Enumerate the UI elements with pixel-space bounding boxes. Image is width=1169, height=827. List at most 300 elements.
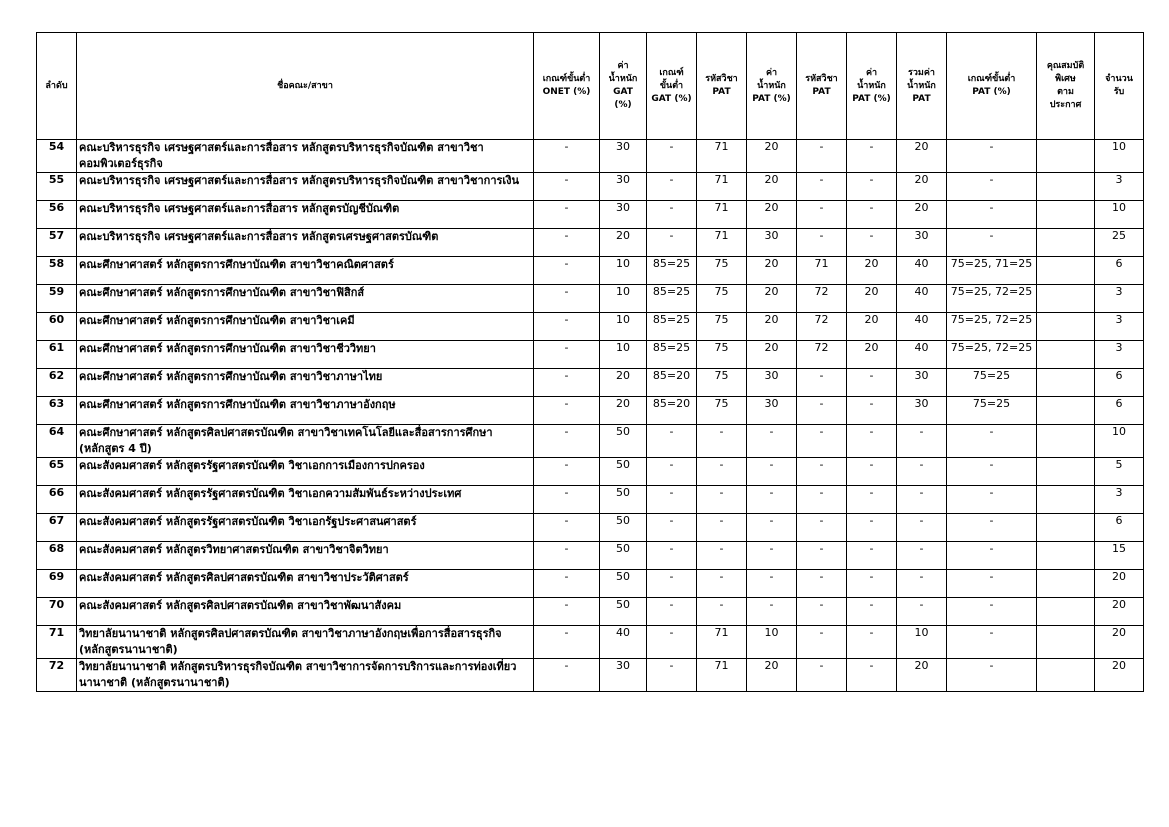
cell-onet-min: - — [534, 570, 600, 598]
cell-program-name: คณะบริหารธุรกิจ เศรษฐศาสตร์และการสื่อสาร หลักสูตรบริหารธุรกิจบัณฑิต สาขาวิชาการเงิน — [77, 173, 534, 201]
cell-pat-code-1: 75 — [697, 397, 747, 425]
cell-special — [1037, 659, 1095, 692]
cell-pat-code-2: - — [797, 486, 847, 514]
cell-program-name: คณะสังคมศาสตร์ หลักสูตรวิทยาศาสตรบัณฑิต สาขาวิชาจิตวิทยา — [77, 542, 534, 570]
cell-order: 71 — [37, 626, 77, 659]
cell-pat-weight-1: 30 — [747, 229, 797, 257]
header-gat-weight — [600, 33, 647, 140]
header-line: รหัสวิชา — [705, 74, 738, 84]
header-line: ค่า — [617, 61, 629, 71]
cell-pat-weight-2: - — [847, 397, 897, 425]
cell-gat-min: - — [647, 514, 697, 542]
table-row — [37, 425, 1144, 458]
cell-pat-total: - — [897, 514, 947, 542]
cell-gat-min: - — [647, 458, 697, 486]
cell-gat-weight: 30 — [600, 201, 647, 229]
cell-gat-min: - — [647, 173, 697, 201]
cell-pat-code-1: 75 — [697, 257, 747, 285]
cell-gat-weight: 50 — [600, 514, 647, 542]
cell-onet-min: - — [534, 458, 600, 486]
header-line: ค่า — [765, 67, 778, 78]
cell-pat-weight-1: 30 — [747, 397, 797, 425]
cell-pat-min: 75=25 — [947, 397, 1037, 425]
cell-pat-code-2: - — [797, 369, 847, 397]
cell-program-name: คณะบริหารธุรกิจ เศรษฐศาสตร์และการสื่อสาร หลักสูตรเศรษฐศาสตรบัณฑิต — [77, 229, 534, 257]
cell-pat-min: 75=25, 72=25 — [947, 341, 1037, 369]
cell-pat-total: 30 — [897, 369, 947, 397]
cell-pat-code-1: 71 — [697, 229, 747, 257]
cell-quota: 25 — [1095, 229, 1144, 257]
table-row — [37, 514, 1144, 542]
cell-pat-weight-1: 20 — [747, 341, 797, 369]
cell-pat-code-2: 72 — [797, 285, 847, 313]
cell-pat-min: 75=25 — [947, 369, 1037, 397]
cell-pat-weight-2: - — [847, 626, 897, 659]
cell-onet-min: - — [534, 626, 600, 659]
cell-pat-weight-1: - — [747, 514, 797, 542]
cell-pat-weight-1: - — [747, 458, 797, 486]
header-line: เกณฑ์ขั้นต่ำ — [967, 74, 1016, 84]
cell-quota: 10 — [1095, 201, 1144, 229]
cell-pat-min: - — [947, 201, 1037, 229]
cell-pat-code-2: - — [797, 425, 847, 458]
table-row — [37, 201, 1144, 229]
cell-pat-min: - — [947, 425, 1037, 458]
cell-gat-min: - — [647, 659, 697, 692]
cell-pat-weight-1: 10 — [747, 626, 797, 659]
cell-pat-weight-2: - — [847, 542, 897, 570]
cell-onet-min: - — [534, 397, 600, 425]
cell-gat-weight: 50 — [600, 425, 647, 458]
cell-order: 65 — [37, 458, 77, 486]
cell-pat-weight-2: - — [847, 570, 897, 598]
cell-pat-total: 40 — [897, 313, 947, 341]
cell-order: 69 — [37, 570, 77, 598]
header-special — [1037, 33, 1095, 140]
cell-pat-total: 20 — [897, 659, 947, 692]
cell-quota: 3 — [1095, 486, 1144, 514]
cell-onet-min: - — [534, 341, 600, 369]
cell-program-name: คณะศึกษาศาสตร์ หลักสูตรการศึกษาบัณฑิต สาขาวิชาเคมี — [77, 313, 534, 341]
header-pat-min — [947, 33, 1037, 140]
cell-pat-weight-1: 30 — [747, 369, 797, 397]
cell-order: 70 — [37, 598, 77, 626]
cell-program-name: คณะสังคมศาสตร์ หลักสูตรรัฐศาสตรบัณฑิต วิชาเอกรัฐประศาสนศาสตร์ — [77, 514, 534, 542]
table-row — [37, 486, 1144, 514]
cell-pat-weight-1: - — [747, 486, 797, 514]
cell-special — [1037, 397, 1095, 425]
cell-pat-code-1: 71 — [697, 201, 747, 229]
cell-special — [1037, 542, 1095, 570]
cell-order: 54 — [37, 140, 77, 173]
cell-quota: 6 — [1095, 257, 1144, 285]
header-line: GAT (%) — [651, 93, 692, 104]
header-line: น้ำหนัก — [757, 80, 786, 91]
cell-special — [1037, 140, 1095, 173]
cell-pat-weight-2: - — [847, 425, 897, 458]
cell-onet-min: - — [534, 598, 600, 626]
cell-pat-min: 75=25, 71=25 — [947, 257, 1037, 285]
cell-pat-weight-1: 20 — [747, 173, 797, 201]
cell-pat-weight-2: - — [847, 369, 897, 397]
cell-order: 63 — [37, 397, 77, 425]
cell-pat-weight-1: 20 — [747, 201, 797, 229]
cell-pat-code-2: - — [797, 140, 847, 173]
cell-gat-min: 85=20 — [647, 369, 697, 397]
cell-onet-min: - — [534, 140, 600, 173]
cell-quota: 20 — [1095, 626, 1144, 659]
cell-gat-weight: 30 — [600, 659, 647, 692]
cell-pat-weight-1: - — [747, 570, 797, 598]
cell-gat-min: - — [647, 140, 697, 173]
cell-order: 72 — [37, 659, 77, 692]
cell-pat-min: - — [947, 598, 1037, 626]
cell-pat-code-1: - — [697, 486, 747, 514]
header-line: PAT (%) — [972, 87, 1011, 97]
header-gat-min — [647, 33, 697, 140]
cell-pat-code-2: - — [797, 626, 847, 659]
header-line: เกณฑ์ — [659, 67, 684, 78]
cell-pat-code-1: 75 — [697, 341, 747, 369]
cell-pat-min: - — [947, 514, 1037, 542]
cell-pat-total: 20 — [897, 173, 947, 201]
header-line: พิเศษ — [1055, 74, 1076, 84]
cell-program-name: วิทยาลัยนานาชาติ หลักสูตรบริหารธุรกิจบัณฑิต สาขาวิชาการจัดการบริการและการท่องเที่ยวนานาชาติ (หลักสูตรนานาชาติ) — [77, 659, 534, 692]
header-line: GAT — [613, 87, 633, 97]
cell-order: 64 — [37, 425, 77, 458]
cell-quota: 10 — [1095, 140, 1144, 173]
cell-special — [1037, 570, 1095, 598]
cell-quota: 3 — [1095, 173, 1144, 201]
cell-pat-min: - — [947, 140, 1037, 173]
cell-gat-weight: 50 — [600, 570, 647, 598]
cell-special — [1037, 369, 1095, 397]
header-pat-code-1 — [697, 33, 747, 140]
cell-pat-weight-2: - — [847, 659, 897, 692]
header-line: PAT (%) — [752, 93, 791, 104]
cell-pat-code-2: - — [797, 514, 847, 542]
header-line: คุณสมบัติ — [1046, 61, 1085, 71]
cell-pat-weight-2: - — [847, 458, 897, 486]
admission-criteria-table — [36, 32, 1144, 692]
table-row — [37, 313, 1144, 341]
cell-order: 66 — [37, 486, 77, 514]
table-row — [37, 285, 1144, 313]
cell-order: 56 — [37, 201, 77, 229]
cell-gat-weight: 40 — [600, 626, 647, 659]
cell-gat-min: - — [647, 201, 697, 229]
cell-quota: 6 — [1095, 397, 1144, 425]
cell-program-name: คณะศึกษาศาสตร์ หลักสูตรการศึกษาบัณฑิต สาขาวิชาชีววิทยา — [77, 341, 534, 369]
cell-pat-code-1: 71 — [697, 626, 747, 659]
cell-order: 62 — [37, 369, 77, 397]
cell-program-name: คณะสังคมศาสตร์ หลักสูตรศิลปศาสตรบัณฑิต สาขาวิชาประวัติศาสตร์ — [77, 570, 534, 598]
cell-gat-min: 85=20 — [647, 397, 697, 425]
cell-program-name: คณะสังคมศาสตร์ หลักสูตรรัฐศาสตรบัณฑิต วิชาเอกความสัมพันธ์ระหว่างประเทศ — [77, 486, 534, 514]
cell-program-name: วิทยาลัยนานาชาติ หลักสูตรศิลปศาสตรบัณฑิต สาขาวิชาภาษาอังกฤษเพื่อการสื่อสารธุรกิจ (หลักสูตรนานาชาติ) — [77, 626, 534, 659]
cell-pat-weight-1: 20 — [747, 257, 797, 285]
cell-pat-min: - — [947, 659, 1037, 692]
cell-gat-weight: 10 — [600, 285, 647, 313]
cell-pat-min: - — [947, 229, 1037, 257]
cell-pat-total: 30 — [897, 229, 947, 257]
cell-order: 67 — [37, 514, 77, 542]
cell-pat-min: - — [947, 458, 1037, 486]
header-line: รับ — [1113, 87, 1125, 97]
cell-pat-code-2: - — [797, 570, 847, 598]
cell-pat-weight-1: - — [747, 542, 797, 570]
cell-gat-min: - — [647, 229, 697, 257]
cell-pat-min: - — [947, 626, 1037, 659]
cell-pat-min: - — [947, 542, 1037, 570]
header-line: ประกาศ — [1049, 100, 1082, 110]
cell-pat-total: - — [897, 486, 947, 514]
cell-pat-code-2: - — [797, 458, 847, 486]
cell-pat-code-1: - — [697, 458, 747, 486]
header-pat-total — [897, 33, 947, 140]
cell-pat-weight-1: - — [747, 598, 797, 626]
cell-special — [1037, 626, 1095, 659]
header-program: ชื่อคณะ/สาขา — [77, 33, 534, 140]
header-line: น้ำหนัก — [608, 74, 638, 84]
cell-pat-weight-2: - — [847, 201, 897, 229]
cell-pat-weight-2: 20 — [847, 341, 897, 369]
cell-gat-weight: 50 — [600, 486, 647, 514]
cell-onet-min: - — [534, 201, 600, 229]
cell-pat-total: 30 — [897, 397, 947, 425]
cell-pat-total: 40 — [897, 257, 947, 285]
table-row — [37, 397, 1144, 425]
header-line: น้ำหนัก — [857, 80, 886, 91]
cell-gat-weight: 10 — [600, 341, 647, 369]
cell-onet-min: - — [534, 425, 600, 458]
cell-pat-weight-2: - — [847, 140, 897, 173]
cell-special — [1037, 425, 1095, 458]
cell-pat-min: - — [947, 173, 1037, 201]
header-line: PAT — [712, 87, 731, 97]
header-line: ตาม — [1057, 87, 1074, 97]
cell-pat-code-2: - — [797, 542, 847, 570]
cell-special — [1037, 285, 1095, 313]
header-line: PAT — [912, 93, 931, 104]
table-row — [37, 659, 1144, 692]
cell-order: 68 — [37, 542, 77, 570]
cell-special — [1037, 341, 1095, 369]
cell-quota: 10 — [1095, 425, 1144, 458]
cell-pat-total: - — [897, 425, 947, 458]
cell-pat-code-1: - — [697, 514, 747, 542]
table-row — [37, 229, 1144, 257]
cell-pat-weight-1: 20 — [747, 140, 797, 173]
cell-program-name: คณะศึกษาศาสตร์ หลักสูตรการศึกษาบัณฑิต สาขาวิชาฟิสิกส์ — [77, 285, 534, 313]
cell-gat-min: 85=25 — [647, 285, 697, 313]
cell-pat-total: - — [897, 542, 947, 570]
cell-gat-min: - — [647, 570, 697, 598]
cell-pat-code-2: - — [797, 173, 847, 201]
cell-onet-min: - — [534, 229, 600, 257]
cell-pat-code-1: 75 — [697, 313, 747, 341]
cell-pat-code-2: 72 — [797, 313, 847, 341]
cell-gat-min: - — [647, 542, 697, 570]
header-pat-weight-2 — [847, 33, 897, 140]
cell-pat-total: 40 — [897, 285, 947, 313]
cell-gat-weight: 20 — [600, 369, 647, 397]
header-pat-code-2 — [797, 33, 847, 140]
cell-pat-code-1: - — [697, 542, 747, 570]
header-onet-min — [534, 33, 600, 140]
cell-pat-min: 75=25, 72=25 — [947, 285, 1037, 313]
cell-gat-min: 85=25 — [647, 313, 697, 341]
header-line: เกณฑ์ขั้นต่ำ — [542, 74, 591, 84]
cell-special — [1037, 514, 1095, 542]
cell-pat-total: - — [897, 458, 947, 486]
cell-onet-min: - — [534, 659, 600, 692]
cell-quota: 20 — [1095, 570, 1144, 598]
cell-special — [1037, 486, 1095, 514]
cell-pat-weight-2: 20 — [847, 257, 897, 285]
cell-program-name: คณะสังคมศาสตร์ หลักสูตรรัฐศาสตรบัณฑิต วิชาเอกการเมืองการปกครอง — [77, 458, 534, 486]
cell-quota: 20 — [1095, 598, 1144, 626]
table-row — [37, 598, 1144, 626]
cell-onet-min: - — [534, 369, 600, 397]
header-line: ขั้นต่ำ — [659, 80, 684, 91]
cell-gat-min: 85=25 — [647, 257, 697, 285]
cell-pat-code-2: - — [797, 659, 847, 692]
cell-quota: 3 — [1095, 341, 1144, 369]
cell-special — [1037, 201, 1095, 229]
cell-pat-code-2: - — [797, 229, 847, 257]
table-body — [37, 140, 1144, 692]
cell-pat-weight-2: 20 — [847, 285, 897, 313]
cell-gat-weight: 10 — [600, 313, 647, 341]
header-order: ลำดับ — [37, 33, 77, 140]
header-line: (%) — [614, 100, 632, 110]
cell-pat-code-1: 75 — [697, 369, 747, 397]
header-line: PAT — [812, 87, 831, 97]
header-row — [37, 33, 1144, 140]
table-row — [37, 341, 1144, 369]
table-row — [37, 542, 1144, 570]
cell-pat-total: 10 — [897, 626, 947, 659]
cell-pat-total: - — [897, 598, 947, 626]
cell-gat-weight: 20 — [600, 397, 647, 425]
cell-gat-min: - — [647, 425, 697, 458]
cell-order: 57 — [37, 229, 77, 257]
cell-gat-weight: 10 — [600, 257, 647, 285]
header-pat-weight-1 — [747, 33, 797, 140]
cell-pat-min: 75=25, 72=25 — [947, 313, 1037, 341]
header-line: น้ำหนัก — [907, 80, 936, 91]
cell-order: 59 — [37, 285, 77, 313]
table-row — [37, 570, 1144, 598]
cell-pat-code-2: 72 — [797, 341, 847, 369]
cell-gat-weight: 50 — [600, 542, 647, 570]
cell-quota: 15 — [1095, 542, 1144, 570]
cell-pat-weight-1: - — [747, 425, 797, 458]
cell-pat-weight-2: - — [847, 486, 897, 514]
cell-pat-code-1: - — [697, 570, 747, 598]
cell-order: 58 — [37, 257, 77, 285]
cell-pat-total: 20 — [897, 140, 947, 173]
cell-pat-code-1: 71 — [697, 140, 747, 173]
cell-special — [1037, 313, 1095, 341]
cell-quota: 6 — [1095, 514, 1144, 542]
cell-program-name: คณะศึกษาศาสตร์ หลักสูตรการศึกษาบัณฑิต สาขาวิชาภาษาอังกฤษ — [77, 397, 534, 425]
cell-pat-weight-2: - — [847, 173, 897, 201]
cell-gat-min: 85=25 — [647, 341, 697, 369]
header-quota — [1095, 33, 1144, 140]
cell-quota: 5 — [1095, 458, 1144, 486]
cell-order: 60 — [37, 313, 77, 341]
cell-pat-weight-1: 20 — [747, 659, 797, 692]
cell-gat-weight: 50 — [600, 458, 647, 486]
cell-gat-min: - — [647, 598, 697, 626]
cell-program-name: คณะบริหารธุรกิจ เศรษฐศาสตร์และการสื่อสาร หลักสูตรบริหารธุรกิจบัณฑิต สาขาวิชาคอมพิวเตอร์ธุรกิจ — [77, 140, 534, 173]
cell-pat-code-2: 71 — [797, 257, 847, 285]
cell-pat-weight-1: 20 — [747, 285, 797, 313]
cell-pat-total: 40 — [897, 341, 947, 369]
cell-pat-code-1: 71 — [697, 659, 747, 692]
cell-pat-code-1: 71 — [697, 173, 747, 201]
cell-pat-code-1: - — [697, 598, 747, 626]
header-line: ค่า — [865, 67, 878, 78]
table-row — [37, 257, 1144, 285]
cell-gat-weight: 30 — [600, 140, 647, 173]
cell-order: 61 — [37, 341, 77, 369]
cell-pat-code-2: - — [797, 598, 847, 626]
header-line: รหัสวิชา — [805, 74, 838, 84]
cell-quota: 3 — [1095, 313, 1144, 341]
cell-pat-weight-2: 20 — [847, 313, 897, 341]
cell-pat-code-1: 75 — [697, 285, 747, 313]
header-line: ONET (%) — [542, 87, 591, 97]
header-line: จำนวน — [1105, 74, 1133, 84]
cell-gat-weight: 30 — [600, 173, 647, 201]
header-line: รวมค่า — [908, 67, 935, 78]
cell-onet-min: - — [534, 486, 600, 514]
cell-special — [1037, 458, 1095, 486]
cell-pat-min: - — [947, 570, 1037, 598]
header-line: PAT (%) — [852, 93, 891, 104]
cell-program-name: คณะบริหารธุรกิจ เศรษฐศาสตร์และการสื่อสาร หลักสูตรบัญชีบัณฑิต — [77, 201, 534, 229]
cell-quota: 3 — [1095, 285, 1144, 313]
table-row — [37, 626, 1144, 659]
cell-program-name: คณะศึกษาศาสตร์ หลักสูตรการศึกษาบัณฑิต สาขาวิชาภาษาไทย — [77, 369, 534, 397]
cell-onet-min: - — [534, 542, 600, 570]
cell-pat-total: 20 — [897, 201, 947, 229]
table-row — [37, 173, 1144, 201]
cell-order: 55 — [37, 173, 77, 201]
cell-pat-weight-1: 20 — [747, 313, 797, 341]
cell-quota: 20 — [1095, 659, 1144, 692]
table-row — [37, 140, 1144, 173]
cell-pat-weight-2: - — [847, 514, 897, 542]
cell-onet-min: - — [534, 257, 600, 285]
cell-onet-min: - — [534, 313, 600, 341]
cell-onet-min: - — [534, 514, 600, 542]
cell-gat-weight: 20 — [600, 229, 647, 257]
cell-pat-weight-2: - — [847, 598, 897, 626]
cell-special — [1037, 229, 1095, 257]
cell-quota: 6 — [1095, 369, 1144, 397]
cell-special — [1037, 173, 1095, 201]
cell-pat-code-2: - — [797, 397, 847, 425]
table-row — [37, 458, 1144, 486]
cell-gat-weight: 50 — [600, 598, 647, 626]
cell-program-name: คณะศึกษาศาสตร์ หลักสูตรศิลปศาสตรบัณฑิต สาขาวิชาเทคโนโลยีและสื่อสารการศึกษา (หลักสูตร 4 ปี) — [77, 425, 534, 458]
cell-pat-code-2: - — [797, 201, 847, 229]
cell-gat-min: - — [647, 626, 697, 659]
